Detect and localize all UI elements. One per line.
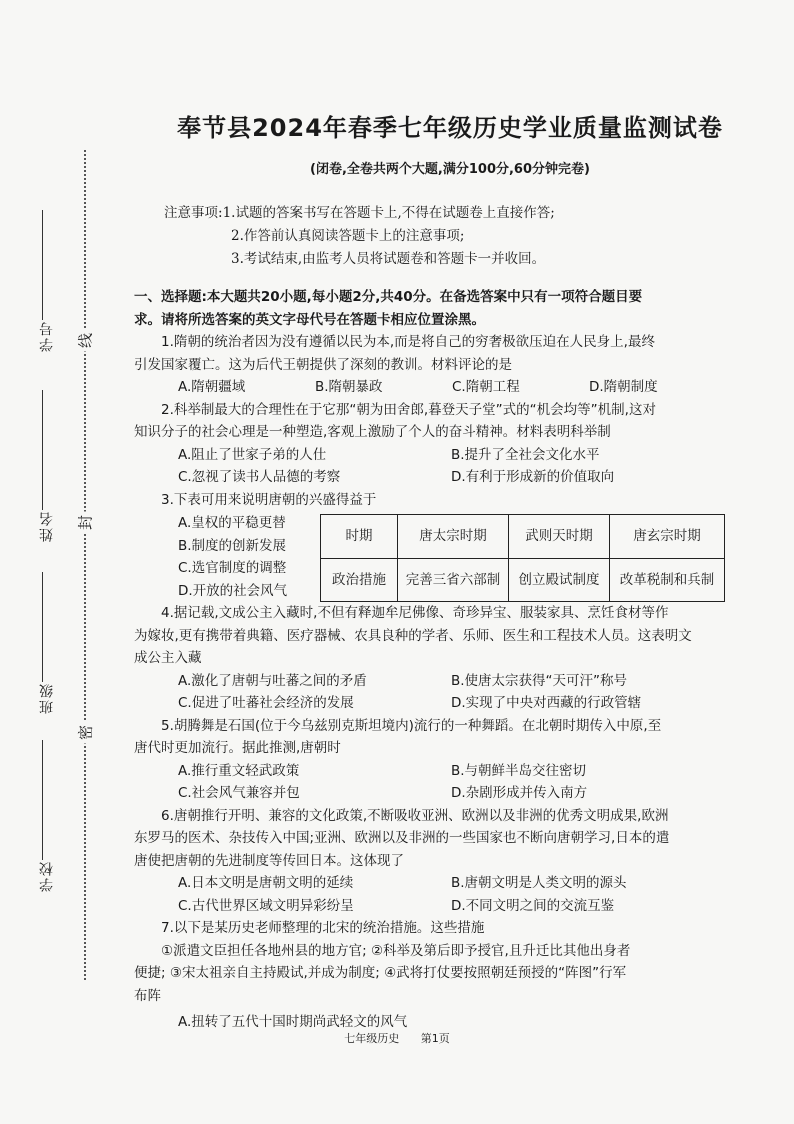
notice-row xyxy=(164,202,555,225)
option-c: C.古代世界区域文明异彩纷呈 xyxy=(178,897,354,914)
question-7 xyxy=(134,917,760,1034)
notice-label: 注意事项: xyxy=(164,205,223,221)
options-row xyxy=(134,376,760,399)
options-row xyxy=(134,782,760,805)
question-text: 东罗马的医术、杂技传入中国;亚洲、欧洲以及非洲的一些国家也不断向唐朝学习,日本的遣 xyxy=(134,830,670,846)
table-header-row xyxy=(321,515,725,559)
option-a: A.激化了唐朝与吐蕃之间的矛盾 xyxy=(178,672,367,689)
class-label: 班级 xyxy=(39,682,55,714)
option-b: B.制度的创新发展 xyxy=(178,537,287,554)
option-a: A.阻止了世家子弟的人仕 xyxy=(178,446,327,463)
option-a: A.隋朝疆域 xyxy=(178,379,246,395)
question-text: 3.下表可用来说明唐朝的兴盛得益于 xyxy=(161,491,377,508)
options-row xyxy=(134,760,760,783)
school-field xyxy=(28,740,60,892)
notice-item: 2.作答前认真阅读答题卡上的注意事项; xyxy=(231,228,465,244)
question-6 xyxy=(134,805,760,918)
options-row xyxy=(134,895,760,918)
table-cell: 政治措施 xyxy=(321,558,398,602)
question-text: 5.胡腾舞是石国(位于今乌兹别克斯坦境内)流行的一种舞蹈。在北朝时期传入中原,至 xyxy=(161,717,662,734)
question-text: 7.以下是某历史老师整理的北宋的统治措施。这些措施 xyxy=(161,920,485,936)
policy-table xyxy=(320,514,725,602)
options-row xyxy=(134,872,760,895)
student-id-field xyxy=(28,210,60,352)
option-c: C.促进了吐蕃社会经济的发展 xyxy=(178,695,354,711)
option-a: A.皇权的平稳更替 xyxy=(178,515,286,531)
footer-page-number: 第1页 xyxy=(420,1032,450,1045)
footer-subject: 七年级历史 xyxy=(344,1032,400,1045)
table-header-cell: 时期 xyxy=(321,515,398,559)
option-c: C.选官制度的调整 xyxy=(178,560,287,576)
option-a: A.日本文明是唐朝文明的延续 xyxy=(178,875,354,891)
section-heading-line: 求。请将所选答案的英文字母代号在答题卡相应位置涂黑。 xyxy=(134,311,485,328)
seal-char-line: 线 xyxy=(75,330,96,352)
question-text: 布阵 xyxy=(134,987,161,1004)
question-text: 唐使把唐朝的先进制度等传回日本。这体现了 xyxy=(134,852,404,869)
option-a: A.推行重文轻武政策 xyxy=(178,762,300,779)
option-c: C.隋朝工程 xyxy=(452,379,520,395)
option-c: C.忽视了读书人品德的考察 xyxy=(178,469,341,485)
question-text: 成公主入藏 xyxy=(134,650,202,666)
option-b: B.使唐太宗获得“天可汗”称号 xyxy=(451,672,628,689)
option-b: B.与朝鲜半岛交往密切 xyxy=(451,762,587,779)
question-content xyxy=(134,286,760,1034)
option-d: D.杂剧形成并传入南方 xyxy=(451,785,588,801)
seal-char-secret: 密 xyxy=(75,722,96,744)
option-d: D.开放的社会风气 xyxy=(178,582,288,599)
option-d: D.有利于形成新的价值取向 xyxy=(451,469,615,485)
question-text: 知识分子的社会心理是一种塑造,客观上激励了个人的奋斗精神。材料表明科举制 xyxy=(134,424,611,440)
section-heading-line: 一、选择题:本大题共20小题,每小题2分,共40分。在备选答案中只有一项符合题目要 xyxy=(134,289,643,305)
question-text: 4.据记载,文成公主入藏时,不但有释迦牟尼佛像、奇珍异宝、服装家具、烹饪食材等作 xyxy=(161,605,669,621)
school-label: 学校 xyxy=(39,860,55,892)
page-footer xyxy=(0,1030,794,1046)
name-label: 姓名 xyxy=(39,510,55,542)
question-2 xyxy=(134,399,760,489)
option-d: D.不同文明之间的交流互鉴 xyxy=(451,897,615,914)
option-d: D.实现了中央对西藏的行政管辖 xyxy=(451,695,642,711)
table-header-cell: 武则天时期 xyxy=(509,515,610,559)
section-heading xyxy=(134,286,760,331)
options-column xyxy=(178,512,318,602)
option-b: B.隋朝暴政 xyxy=(315,379,383,395)
table-header-cell: 唐太宗时期 xyxy=(398,515,509,559)
option-a: A.扭转了五代十国时期尚武轻文的风气 xyxy=(178,1014,408,1030)
table-cell: 创立殿试制度 xyxy=(509,558,610,602)
options-row xyxy=(134,444,760,467)
question-1 xyxy=(134,331,760,399)
question-text: 1.隋朝的统治者因为没有遵循以民为本,而是将自己的穷奢极欲压迫在人民身上,最终 xyxy=(161,334,655,350)
option-d: D.隋朝制度 xyxy=(589,379,658,395)
option-b: B.唐朝文明是人类文明的源头 xyxy=(451,875,627,891)
table-row xyxy=(321,558,725,602)
table-cell: 完善三省六部制 xyxy=(398,558,509,602)
option-b: B.提升了全社会文化水平 xyxy=(451,446,600,463)
question-5 xyxy=(134,715,760,805)
notice-item: 1.试题的答案书写在答题卡上,不得在试题卷上直接作答; xyxy=(222,205,555,221)
notice-block xyxy=(164,202,555,271)
student-id-label: 学号 xyxy=(39,320,55,352)
school-blank xyxy=(42,740,43,860)
question-4 xyxy=(134,602,760,715)
question-3 xyxy=(134,489,760,603)
question-text: 为嫁妆,更有携带着典籍、医疗器械、农具良种的学者、乐师、医生和工程技术人员。这表明文 xyxy=(134,627,692,644)
options-row xyxy=(134,692,760,715)
options-row xyxy=(134,466,760,489)
question-text: 唐代时更加流行。据此推测,唐朝时 xyxy=(134,740,341,756)
seal-char-seal: 封 xyxy=(75,512,96,534)
class-field xyxy=(28,572,60,714)
question-text: 6.唐朝推行开明、兼容的文化政策,不断吸收亚洲、欧洲以及非洲的优秀文明成果,欧洲 xyxy=(161,807,669,824)
table-cell: 改革税制和兵制 xyxy=(610,558,725,602)
name-blank xyxy=(42,390,43,510)
question-text: ①派遣文臣担任各地州县的地方官; ②科举及第后即予授官,且升迁比其他出身者 xyxy=(161,942,631,959)
table-header-cell: 唐玄宗时期 xyxy=(610,515,725,559)
exam-title: 奉节县2024年春季七年级历史学业质量监测试卷 xyxy=(177,114,723,142)
question-text: 引发国家覆亡。这为后代王朝提供了深刻的教训。材料评论的是 xyxy=(134,356,512,373)
question-text: 2.科举制最大的合理性在于它那“朝为田舍郎,暮登天子堂”式的“机会均等”机制,这对 xyxy=(161,401,656,418)
class-blank xyxy=(42,572,43,682)
option-c: C.社会风气兼容并包 xyxy=(178,785,300,801)
options-row xyxy=(134,670,760,693)
notice-item: 3.考试结束,由监考人员将试题卷和答题卡一并收回。 xyxy=(231,251,546,267)
question-3-body xyxy=(134,512,760,602)
question-text: 便捷; ③宋太祖亲自主持殿试,并成为制度; ④武将打仗要按照朝廷预授的“阵图”行军 xyxy=(134,965,627,981)
binding-dotted-line xyxy=(84,150,86,980)
name-field xyxy=(28,390,60,542)
student-id-blank xyxy=(42,210,43,320)
exam-subtitle: (闭卷,全卷共两个大题,满分100分,60分钟完卷) xyxy=(310,162,590,177)
